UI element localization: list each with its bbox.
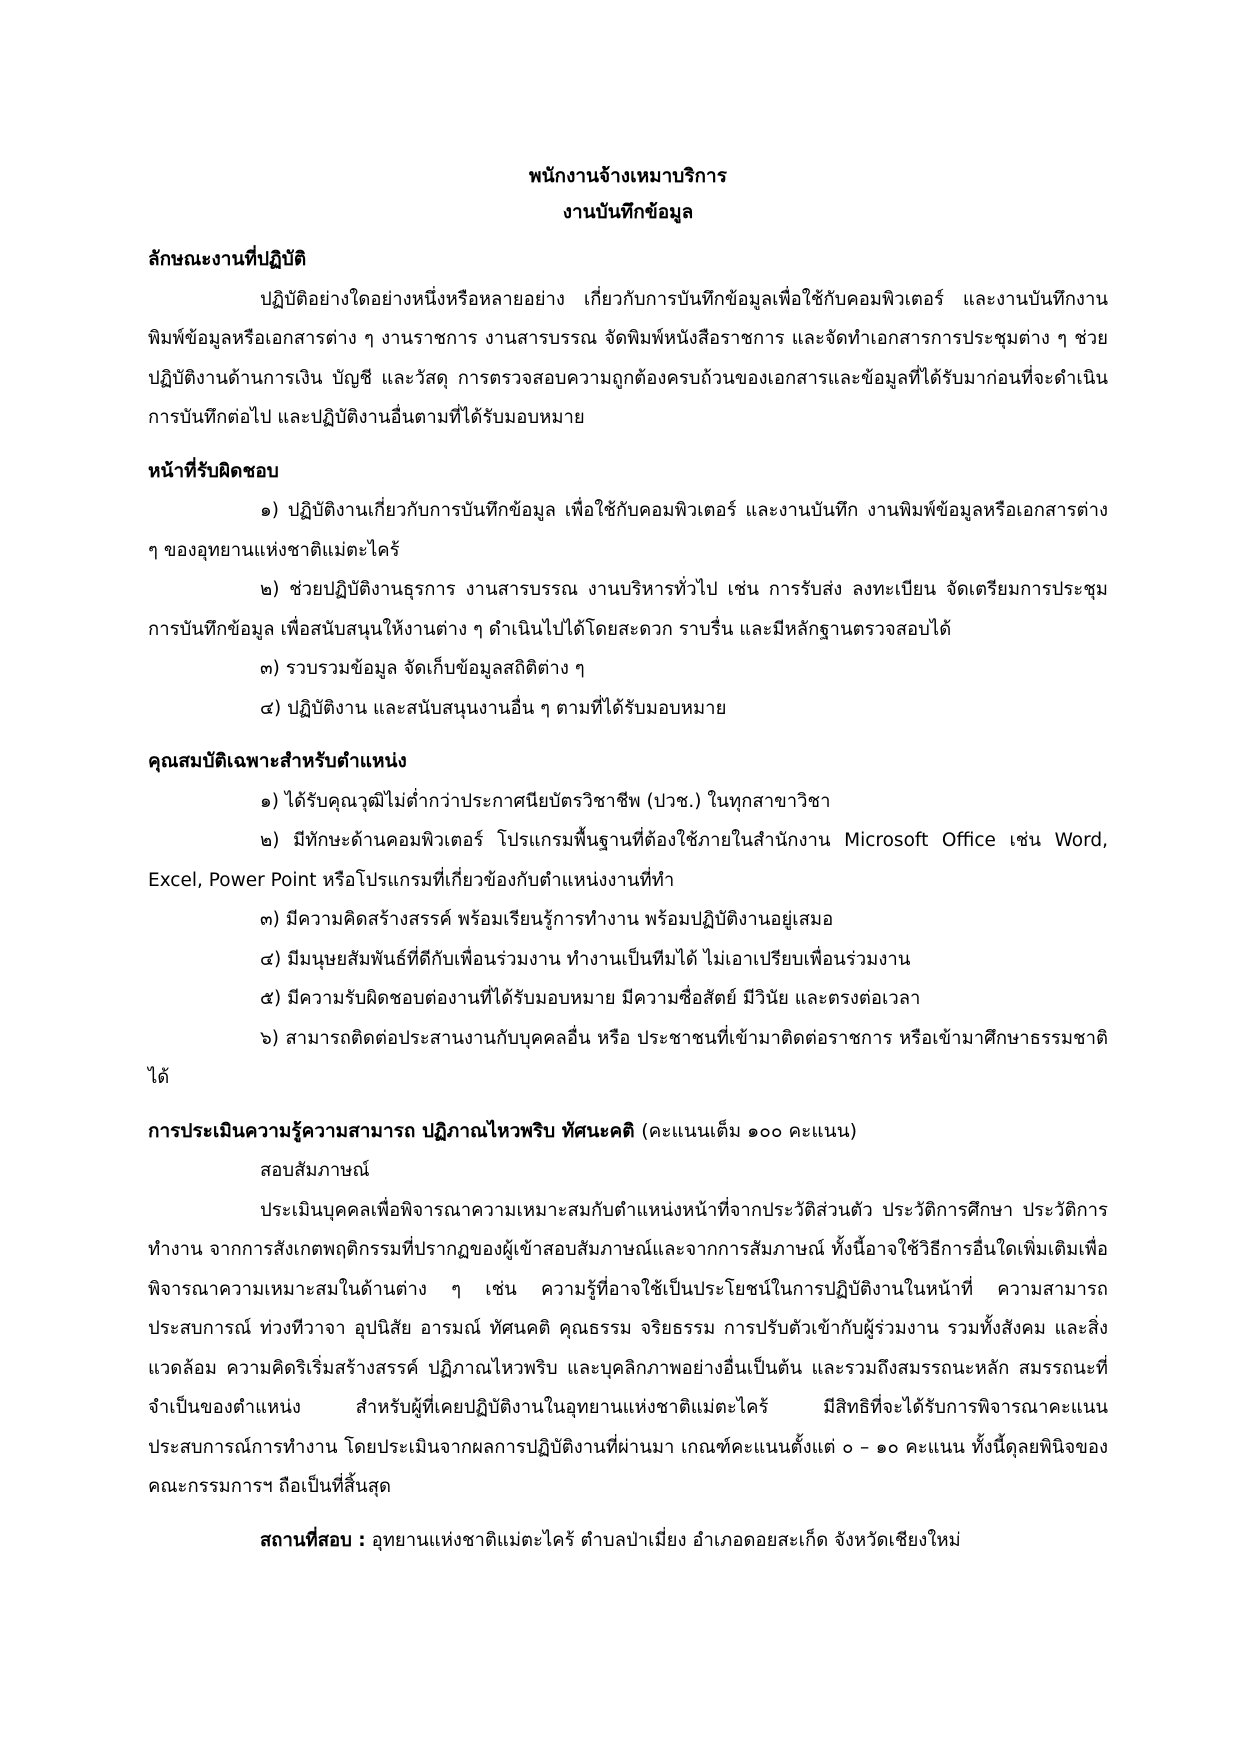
title-line-2: งานบันทึกข้อมูล	[562, 201, 694, 223]
qualifications-heading: คุณสมบัติเฉพาะสำหรับตำแหน่ง	[148, 750, 407, 772]
qualification-item: ๕) มีความรับผิดชอบต่องานที่ได้รับมอบหมาย มีความซื่อสัตย์ มีวินัย และตรงต่อเวลา	[260, 988, 921, 1009]
qualification-item: ๖) สามารถติดต่อประสานงานกับบุคคลอื่น หรือ ประชาชนที่เข้ามาติดต่อราชการ หรือเข้ามาศึกษาธรรมชาติได้	[148, 1027, 1108, 1088]
assessment-heading: การประเมินความรู้ความสามารถ ปฏิภาณไหวพริบ ทัศนะคติ	[148, 1119, 635, 1142]
qualification-item: ๓) มีความคิดสร้างสรรค์ พร้อมเรียนรู้การทำงาน พร้อมปฏิบัติงานอยู่เสมอ	[260, 909, 834, 930]
section-responsibilities	[148, 452, 1108, 729]
responsibility-item: ๑) ปฏิบัติงานเกี่ยวกับการบันทึกข้อมูล เพื่อใช้กับคอมพิวเตอร์ และงานบันทึก งานพิมพ์ข้อมูลหรือเอกสารต่าง ๆ ของอุทยานแห่งชาติแม่ตะไคร้	[148, 500, 1108, 561]
responsibility-item: ๓) รวบรวมข้อมูล จัดเก็บข้อมูลสถิติต่าง ๆ	[260, 658, 585, 679]
title-line-1: พนักงานจ้างเหมาบริการ	[529, 165, 727, 187]
exam-location	[148, 1521, 1108, 1561]
responsibility-item: ๒) ช่วยปฏิบัติงานธุรการ งานสารบรรณ งานบริหารทั่วไป เช่น การรับส่ง ลงทะเบียน จัดเตรียมการประชุม การบันทึกข้อมูล เพื่อสนับสนุนให้งานต่าง ๆ ดำเนินไปได้โดยสะดวก ราบรื่น และมีหลักฐานตรวจสอบได้	[148, 579, 1108, 640]
qualification-item: ๑) ได้รับคุณวุฒิไม่ต่ำกว่าประกาศนียบัตรวิชาชีพ (ปวช.) ในทุกสาขาวิชา	[260, 790, 831, 812]
assessment-method: สอบสัมภาษณ์	[260, 1160, 370, 1181]
assessment-heading-line	[148, 1112, 1108, 1152]
job-nature-text: ปฏิบัติอย่างใดอย่างหนึ่งหรือหลายอย่าง เกี่ยวกับการบันทึกข้อมูลเพื่อใช้กับคอมพิวเตอร์ และงานบันทึกงานพิมพ์ข้อมูลหรือเอกสารต่าง ๆ งานราชการ งานสารบรรณ จัดพิมพ์หนังสือราชการ และจัดทำเอกสารการประชุมต่าง ๆ ช่วยปฏิบัติงานด้านการเงิน บัญชี และวัสดุ การตรวจสอบความถูกต้องครบถ้วนของเอกสารและข้อมูลที่ได้รับมาก่อนที่จะดำเนินการบันทึกต่อไป และปฏิบัติงานอื่นตามที่ได้รับมอบหมาย	[148, 288, 1108, 428]
assessment-text: ประเมินบุคคลเพื่อพิจารณาความเหมาะสมกับตำแหน่งหน้าที่จากประวัติส่วนตัว ประวัติการศึกษา ประวัติการทำงาน จากการสังเกตพฤติกรรมที่ปรากฏของผู้เข้าสอบสัมภาษณ์และจากการสัมภาษณ์ ทั้งนี้อาจใช้วิธีการอื่นใดเพิ่มเติมเพื่อพิจารณาความเหมาะสมในด้านต่าง ๆ เช่น ความรู้ที่อาจใช้เป็นประโยชน์ในการปฏิบัติงานในหน้าที่ ความสามารถ ประสบการณ์ ท่วงทีวาจา อุปนิสัย อารมณ์ ทัศนคติ คุณธรรม จริยธรรม การปรับตัวเข้ากับผู้ร่วมงาน รวมทั้งสังคม และสิ่งแวดล้อม ความคิดริเริ่มสร้างสรรค์ ปฏิภาณไหวพริบ และบุคลิกภาพอย่างอื่นเป็นต้น และรวมถึงสมรรถนะหลัก สมรรถนะที่จำเป็นของตำแหน่ง สำหรับผู้ที่เคยปฏิบัติงานในอุทยานแห่งชาติแม่ตะไคร้ มีสิทธิที่จะได้รับการพิจารณาคะแนนประสบการณ์การทำงาน โดยประเมินจากผลการปฏิบัติงานที่ผ่านมา เกณฑ์คะแนนตั้งแต่ ๐ – ๑๐ คะแนน ทั้งนี้ดุลยพินิจของคณะกรรมการฯ ถือเป็นที่สิ้นสุด	[148, 1199, 1108, 1497]
exam-location-value: อุทยานแห่งชาติแม่ตะไคร้ ตำบลป่าเมี่ยง อำเภอดอยสะเก็ด จังหวัดเชียงใหม่	[371, 1529, 961, 1551]
qualification-item: ๔) มีมนุษยสัมพันธ์ที่ดีกับเพื่อนร่วมงาน ทำงานเป็นทีมได้ ไม่เอาเปรียบเพื่อนร่วมงาน	[260, 948, 911, 970]
qualification-item: ๒) มีทักษะด้านคอมพิวเตอร์ โปรแกรมพื้นฐานที่ต้องใช้ภายในสำนักงาน Microsoft Office เช่น Word, Excel, Power Point หรือโปรแกรมที่เกี่ยวข้องกับตำแหน่งงานที่ทำ	[148, 830, 1108, 891]
section-qualifications	[148, 742, 1108, 1098]
document-body	[148, 150, 1108, 1579]
responsibilities-heading: หน้าที่รับผิดชอบ	[148, 459, 279, 482]
assessment-score-note: (คะแนนเต็ม ๑๐๐ คะแนน)	[641, 1119, 858, 1142]
section-assessment	[148, 1112, 1108, 1507]
responsibility-item: ๔) ปฏิบัติงาน และสนับสนุนงานอื่น ๆ ตามที่ได้รับมอบหมาย	[260, 697, 727, 719]
exam-location-label: สถานที่สอบ :	[260, 1529, 366, 1551]
document-title	[148, 158, 1108, 230]
section-job-nature	[148, 240, 1108, 438]
job-nature-heading: ลักษณะงานที่ปฏิบัติ	[148, 248, 307, 270]
